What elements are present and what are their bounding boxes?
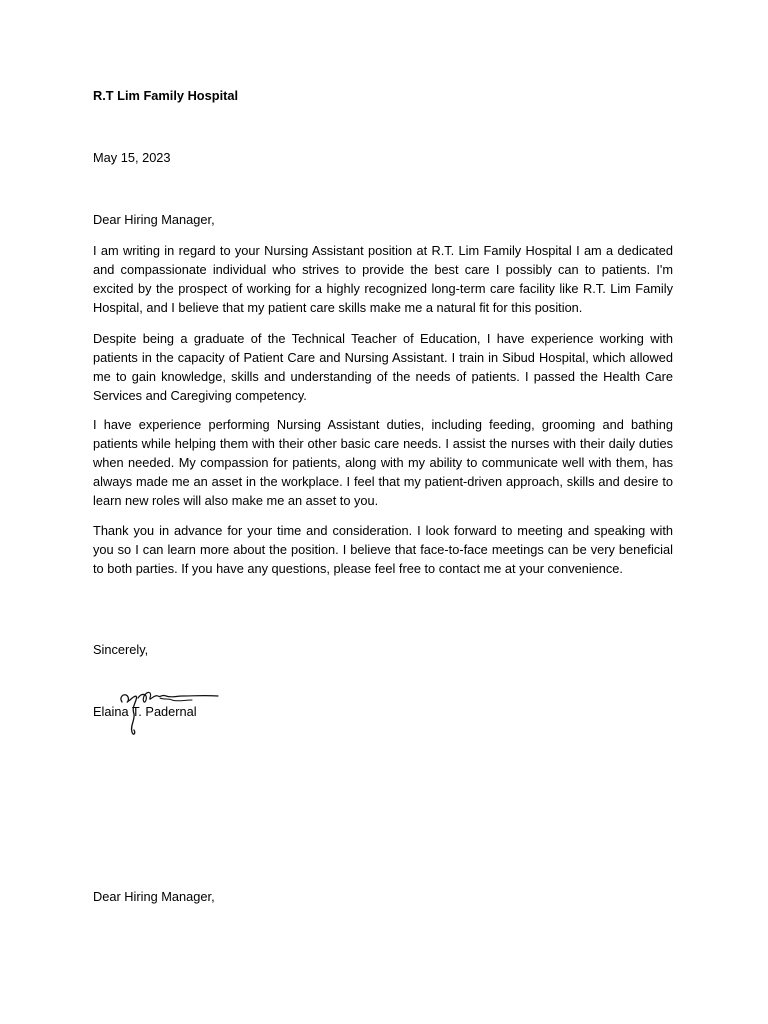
paragraph-experience: I have experience performing Nursing Assistant duties, including feeding, grooming and bathing patients while helping them with their other basic care needs. I assist the nurses with their daily duties when needed. My compassion for patients, along with my ability to communicate well with them, has always made me an asset in the workplace. I feel that my patient-driven approach, skills and desire to learn new roles will also make me an asset to you.: [93, 417, 673, 508]
salutation: Dear Hiring Manager,: [93, 212, 215, 227]
handwritten-signature: [112, 684, 224, 740]
paragraph-thanks: Thank you in advance for your time and consideration. I look forward to meeting and speaking with you so I can learn more about the position. I believe that face-to-face meetings can be very beneficial to both parties. If you have any questions, please feel free to contact me at your convenience.: [93, 523, 673, 576]
letter-date: May 15, 2023: [93, 150, 171, 165]
signer-name: Elaina T. Padernal: [93, 704, 197, 719]
paragraph-education: Despite being a graduate of the Technical Teacher of Education, I have experience working with patients in the capacity of Patient Care and Nursing Assistant. I train in Sibud Hospital, which allowed me to gain knowledge, skills and understanding of the needs of patients. I passed the Health Care Services and Caregiving competency.: [93, 331, 673, 403]
hospital-name: R.T Lim Family Hospital: [93, 88, 239, 103]
paragraph-intro: I am writing in regard to your Nursing Assistant position at R.T. Lim Family Hospital I am a dedicated and compassionate individual who strives to provide the best care I possibly can to patients. I'm excited by the prospect of working for a highly recognized long-term care facility like R.T. Lim Family Hospital, and I believe that my patient care skills make me a natural fit for this position.: [93, 243, 673, 315]
closing: Sincerely,: [93, 642, 149, 657]
repeated-salutation: Dear Hiring Manager,: [93, 889, 215, 904]
